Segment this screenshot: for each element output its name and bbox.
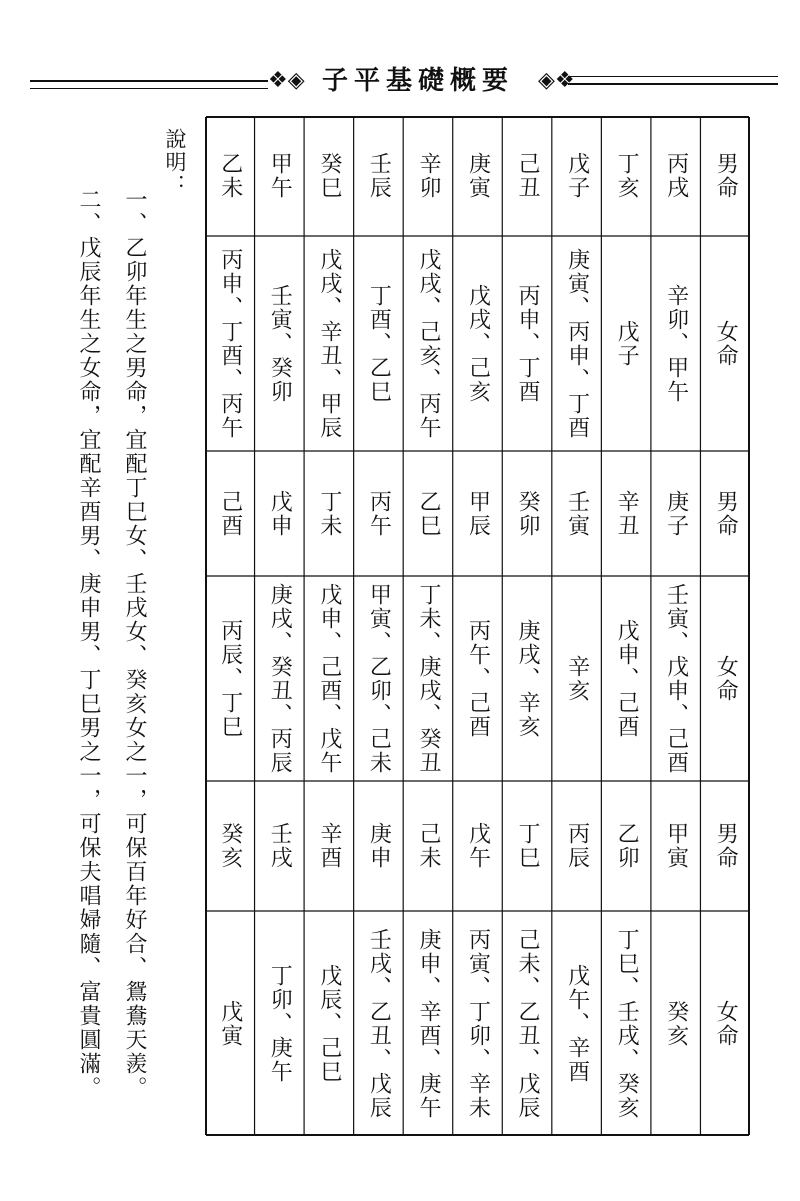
table-cell: 己未、乙丑、戊辰 bbox=[515, 927, 541, 1120]
table-cell: 乙未 bbox=[217, 152, 243, 200]
table-cell: 庚子 bbox=[663, 489, 689, 538]
table-header-cell: 女命 bbox=[713, 319, 739, 368]
table-cell: 戊午、辛酉 bbox=[564, 963, 590, 1084]
table-cell: 丁巳、壬戌、癸亥 bbox=[614, 927, 640, 1120]
table-cell: 庚申 bbox=[366, 822, 392, 870]
table-cell: 乙卯 bbox=[614, 822, 640, 870]
table-cell: 辛酉 bbox=[316, 822, 342, 870]
table-cell: 己丑 bbox=[515, 152, 541, 200]
table-cell: 戊子 bbox=[614, 319, 640, 368]
header-ornament-right: ◈❖ bbox=[538, 68, 575, 93]
marriage-match-table bbox=[205, 116, 750, 1136]
table-cell: 己未 bbox=[415, 822, 441, 870]
table-header-cell: 女命 bbox=[713, 999, 739, 1048]
table-cell: 丙辰 bbox=[564, 822, 590, 870]
table-cell: 戊申、己酉 bbox=[614, 618, 640, 739]
table-cell: 戊申、己酉、戊午 bbox=[316, 582, 342, 775]
table-cell: 辛亥 bbox=[564, 654, 590, 703]
table-cell: 甲寅、乙卯、己未 bbox=[366, 582, 392, 775]
table-cell: 庚寅、丙申、丁酉 bbox=[564, 247, 590, 440]
table-cell: 癸卯 bbox=[515, 489, 541, 538]
table-header-cell: 男命 bbox=[713, 489, 739, 538]
note-line-1: 一、乙卯年生之男命，宜配丁巳女、壬戌女、癸亥女之一，可保百年好合、鴛鴦天羨。 bbox=[122, 188, 147, 1100]
table-cell: 庚戌、癸丑、丙辰 bbox=[267, 582, 293, 775]
table-cell: 丁亥 bbox=[614, 152, 640, 200]
table-cell: 甲辰 bbox=[465, 489, 491, 538]
table-cell: 甲午 bbox=[267, 152, 293, 200]
table-cell: 癸亥 bbox=[663, 999, 689, 1048]
table-header-cell: 男命 bbox=[713, 152, 739, 200]
table-cell: 庚戌、辛亥 bbox=[515, 618, 541, 739]
header-rule-right bbox=[568, 76, 778, 85]
table-cell: 戊戌、辛丑、甲辰 bbox=[316, 247, 342, 440]
table-cell: 丁酉、乙巳 bbox=[366, 283, 392, 404]
table-cell: 丙申、丁酉 bbox=[515, 283, 541, 404]
table-cell: 壬寅、戊申、己酉 bbox=[663, 582, 689, 775]
table-cell: 戊戌、己亥 bbox=[465, 283, 491, 404]
table-cell: 戊午 bbox=[465, 822, 491, 870]
table-cell: 戊寅 bbox=[217, 999, 243, 1048]
table-cell: 戊子 bbox=[564, 152, 590, 200]
notes-heading: 說明： bbox=[163, 128, 187, 197]
table-cell: 辛卯、甲午 bbox=[663, 283, 689, 404]
table-cell: 丙申、丁酉、丙午 bbox=[217, 247, 243, 440]
table-cell: 己酉 bbox=[217, 489, 243, 538]
table-cell: 丙戌 bbox=[663, 152, 689, 200]
table-cell: 癸巳 bbox=[316, 152, 342, 200]
header-rule-left bbox=[30, 80, 268, 89]
table-cell: 丁巳 bbox=[515, 822, 541, 870]
table-cell: 壬寅、癸卯 bbox=[267, 283, 293, 404]
table-cell: 庚寅 bbox=[465, 152, 491, 200]
table-cell: 甲寅 bbox=[663, 822, 689, 870]
table-cell: 壬辰 bbox=[366, 152, 392, 200]
table-cell: 戊申 bbox=[267, 489, 293, 538]
table-cell: 癸亥 bbox=[217, 822, 243, 870]
note-line-2: 二、戊辰年生之女命，宜配辛酉男、庚申男、丁巳男之一，可保夫唱婦隨、富貴圓滿。 bbox=[76, 188, 101, 1100]
table-cell: 丙午、己酉 bbox=[465, 618, 491, 739]
table-cell: 辛丑 bbox=[614, 489, 640, 538]
table-cell: 辛卯 bbox=[415, 152, 441, 200]
table-cell: 丁未、庚戌、癸丑 bbox=[415, 582, 441, 775]
header-ornament-left: ❖◈ bbox=[268, 68, 305, 93]
table-cell: 丁卯、庚午 bbox=[267, 963, 293, 1084]
table-cell: 乙巳 bbox=[415, 489, 441, 538]
table-header-cell: 男命 bbox=[713, 822, 739, 870]
table-cell: 壬戌、乙丑、戊辰 bbox=[366, 927, 392, 1120]
page-header bbox=[20, 62, 780, 102]
page-title: 子平基礎概要 bbox=[321, 66, 514, 96]
table-cell: 丙辰、丁巳 bbox=[217, 618, 243, 739]
table-cell: 丁未 bbox=[316, 489, 342, 538]
table-header-cell: 女命 bbox=[713, 654, 739, 703]
table-cell: 壬寅 bbox=[564, 489, 590, 538]
table-cell: 庚申、辛酉、庚午 bbox=[415, 927, 441, 1120]
table-cell: 壬戌 bbox=[267, 822, 293, 870]
table-cell: 丙寅、丁卯、辛未 bbox=[465, 927, 491, 1120]
table-cell: 丙午 bbox=[366, 489, 392, 538]
table-cell: 戊戌、己亥、丙午 bbox=[415, 247, 441, 440]
table-cell: 戊辰、己巳 bbox=[316, 963, 342, 1084]
